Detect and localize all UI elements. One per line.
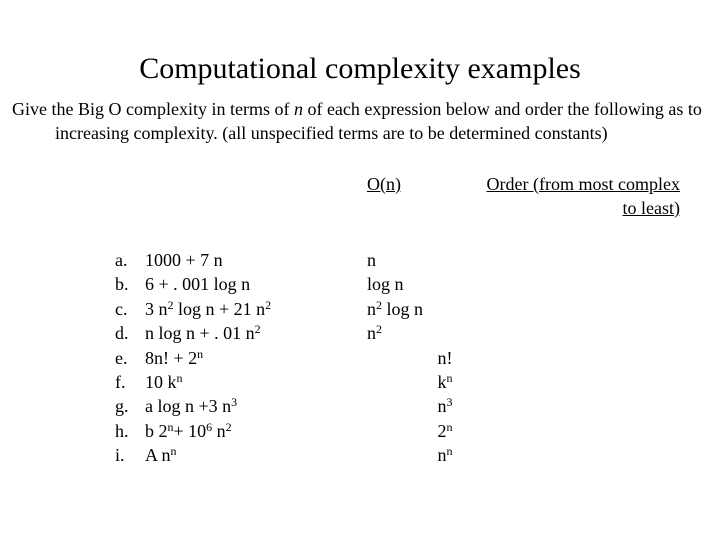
- item-expression-superscript: 2: [225, 419, 232, 434]
- big-o-answer-superscript: 2: [376, 322, 382, 337]
- item-label: h.: [115, 420, 129, 441]
- item-label: a.: [115, 250, 128, 270]
- item-expression-superscript: n: [170, 444, 177, 459]
- big-o-answer: 2$^n$: [437, 419, 453, 441]
- big-o-answer: $k^n$: [437, 371, 453, 392]
- item-expression-superscript: n: [167, 419, 174, 434]
- item-expression-superscript: 2: [167, 297, 174, 312]
- item-expression-superscript: 6: [206, 419, 213, 434]
- item-label: d.: [115, 323, 129, 344]
- slide-title: Computational complexity examples: [139, 52, 581, 85]
- big-o-answer: $n^2$: [367, 322, 382, 344]
- item-expression: 6 + . 001 log n: [145, 274, 251, 295]
- item-label: b.: [115, 274, 129, 295]
- item-expression-superscript: 2: [254, 322, 261, 337]
- item-expression: A $n^n$: [145, 444, 177, 466]
- instructions: [12, 97, 720, 145]
- big-o-answer: log n: [367, 274, 404, 295]
- item-label: f.: [115, 371, 126, 392]
- big-o-answer-superscript: 3: [446, 395, 453, 410]
- big-o-answer-superscript: n: [446, 444, 453, 459]
- item-expression: n log n + . 01 $n^2$: [145, 322, 261, 344]
- item-expression: b $2^n+ 10^6$ $n^2$: [145, 419, 232, 441]
- item-expression: 1000 + 7 n: [145, 250, 223, 270]
- instructions-variable: n: [293, 99, 303, 119]
- item-expression: 10 $k^n$: [145, 370, 183, 392]
- instructions-text-end: of each expression below and order the following as to increasing complexity. (all unspecified terms are to be determined constants): [55, 99, 702, 143]
- item-label: c.: [115, 298, 128, 319]
- item-expression-superscript: n: [197, 346, 204, 361]
- big-o-answer-superscript: n: [446, 371, 453, 385]
- instructions-text-start: Give the Big O complexity in terms of: [12, 99, 294, 119]
- item-expression-superscript: n: [176, 370, 183, 385]
- big-o-answer-superscript: 2: [376, 297, 382, 312]
- big-o-column-header: O(n): [367, 174, 401, 194]
- item-expression: 3 $n^2$ log n + 21 $n^2$: [145, 297, 272, 319]
- big-o-answer: n: [367, 250, 376, 270]
- item-label: g.: [115, 396, 129, 417]
- big-o-answer: $n^2$ log n: [367, 297, 424, 319]
- item-expression-superscript: 3: [231, 395, 238, 410]
- big-o-answer: n!: [437, 347, 453, 368]
- item-expression-superscript: 2: [265, 297, 272, 312]
- big-o-answer: $n^3$: [437, 395, 453, 417]
- item-expression: a log n +3 $n^3$: [145, 395, 238, 417]
- big-o-answer: $n^n$: [437, 444, 453, 466]
- item-label: e.: [115, 347, 128, 368]
- item-label: i.: [115, 445, 125, 466]
- order-column-header: Order (from most complex to least): [486, 174, 680, 218]
- big-o-answer-superscript: n: [446, 419, 453, 434]
- item-expression: 8n! + $2^n$: [145, 346, 204, 368]
